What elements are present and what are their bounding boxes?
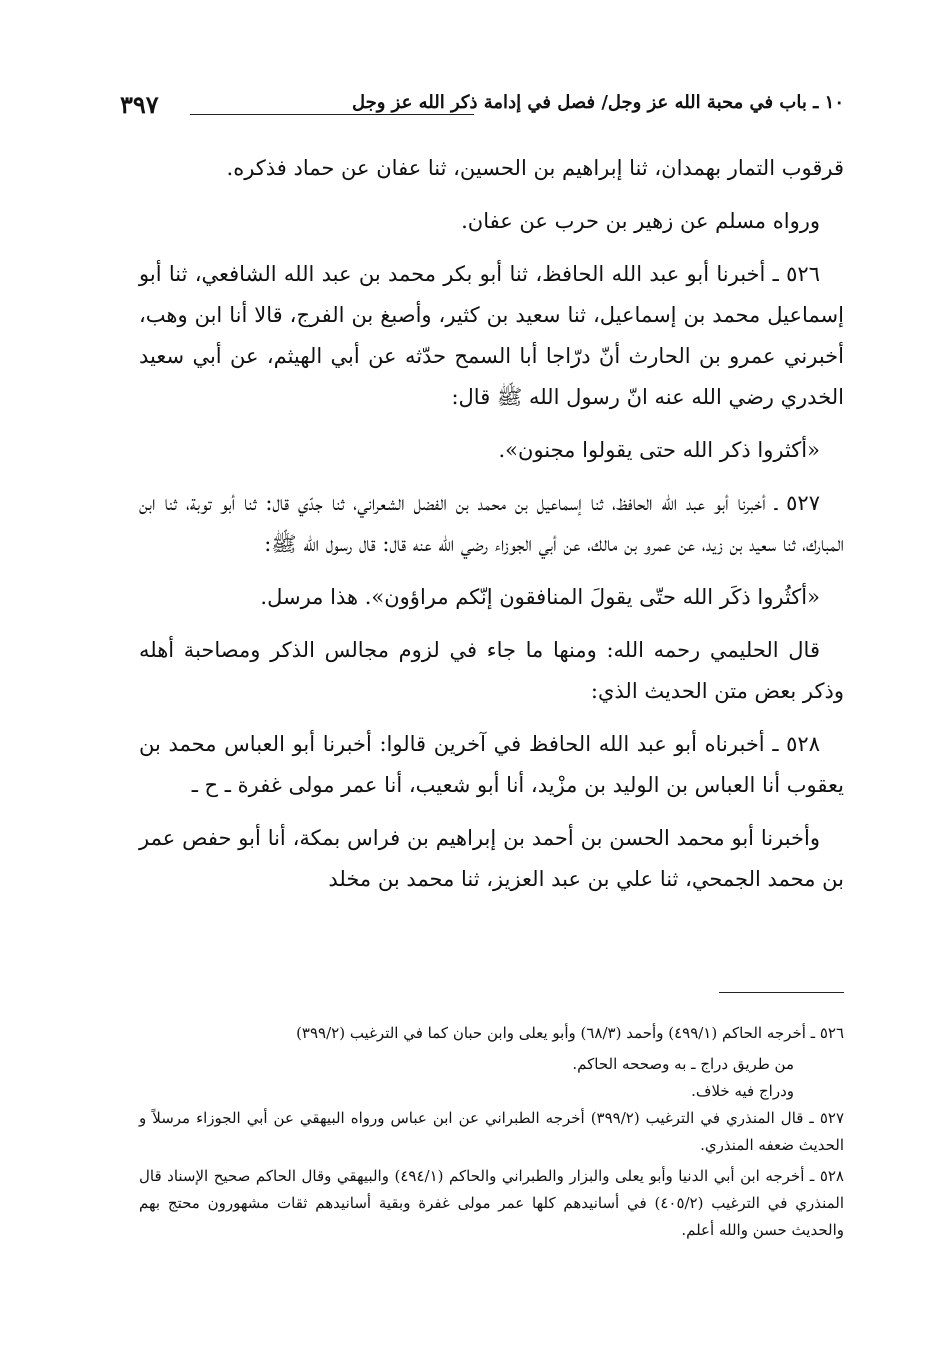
footnote-526: ٥٢٦ ـ أخرجه الحاكم (٤٩٩/١) وأحمد (٦٨/٣) وأبو يعلى وابن حبان كما في الترغيب (٣٩٩/٢)	[296, 1024, 844, 1042]
paragraph: ورواه مسلم عن زهير بن حرب عن عفان.	[461, 209, 820, 233]
page-number: ٣٩٧	[120, 90, 159, 119]
hadith-527-text: «أكثُروا ذكَر الله حتّى يقولَ المنافقون إنّكم مراؤون». هذا مرسل.	[260, 585, 820, 609]
footnotes	[139, 1020, 844, 1248]
running-header	[120, 92, 844, 132]
paragraph: قال الحليمي رحمه الله: ومنها ما جاء في لزوم مجالس الذكر ومصاحبة أهله وذكر بعض متن الحديث الذي:	[139, 638, 844, 703]
paragraph: وأخبرنا أبو محمد الحسن بن أحمد بن إبراهيم بن فراس بمكة، أنا أبو حفص عمر بن محمد الجمحي، ثنا علي بن عبد العزيز، ثنا محمد بن مخلد	[139, 826, 844, 891]
hadith-526: ٥٢٦ ـ أخبرنا أبو عبد الله الحافظ، ثنا أبو بكر محمد بن عبد الله الشافعي، ثنا أبو إسماعيل محمد بن إسماعيل، ثنا سعيد بن كثير، وأصبغ بن الفرج، قالا أنا ابن وهب، أخبرني عمرو بن الحارث أنّ درّاجا أبا السمح حدّثه عن أبي الهيثم، عن أبي سعيد الخدري رضي الله عنه انّ رسول الله ﷺ قال:	[139, 262, 844, 409]
footnote-526-line: ودراج فيه خلاف.	[691, 1082, 794, 1100]
main-text	[139, 148, 844, 912]
hadith-526-text: «أكثروا ذكر الله حتى يقولوا مجنون».	[498, 438, 820, 462]
header-title: ١٠ ـ باب في محبة الله عز وجل/ فصل في إدامة ذكر الله عز وجل	[351, 92, 844, 113]
paragraph: قرقوب التمار بهمدان، ثنا إبراهيم بن الحسين، ثنا عفان عن حماد فذكره.	[226, 156, 844, 180]
header-rule	[190, 114, 474, 115]
footnote-separator	[719, 992, 844, 993]
footnote-528: ٥٢٨ ـ أخرجه ابن أبي الدنيا وأبو يعلى والبزار والطبراني والحاكم (٤٩٤/١) والبيهقي وقال الحاكم صحيح الإسناد قال المنذري في الترغيب (٤٠٥/٢) في أسانيدهم كلها عمر مولى غفرة وبقية أسانيدهم ثقات مشهورون محتج بهم والحديث حسن والله أعلم.	[139, 1167, 845, 1239]
hadith-528: ٥٢٨ ـ أخبرناه أبو عبد الله الحافظ في آخرين قالوا: أخبرنا أبو العباس محمد بن يعقوب أنا العباس بن الوليد بن مزْيد، أنا أبو شعيب، أنا عمر مولى غفرة ـ ح ـ	[139, 732, 844, 797]
hadith-527: ٥٢٧ ـ أخبرنا أبو عبد الله الحافظ، ثنا إسماعيل بن محمد بن الفضل الشعراني، ثنا جدّي قال: ثنا أبو توبة، ثنا ابن المبارك، ثنا سعيد بن زيد، عن عمرو بن مالك، عن أبي الجوزاء رضي الله عنه قال: قال رسول الله ﷺ:	[139, 491, 844, 556]
footnote-527: ٥٢٧ ـ قال المنذري في الترغيب (٣٩٩/٢) أخرجه الطبراني عن ابن عباس ورواه البيهقي عن أبي الجوزاء مرسلاً و الحديث ضعفه المنذري.	[139, 1109, 844, 1154]
footnote-526-line: من طريق دراج ـ به وصححه الحاكم.	[572, 1055, 794, 1073]
